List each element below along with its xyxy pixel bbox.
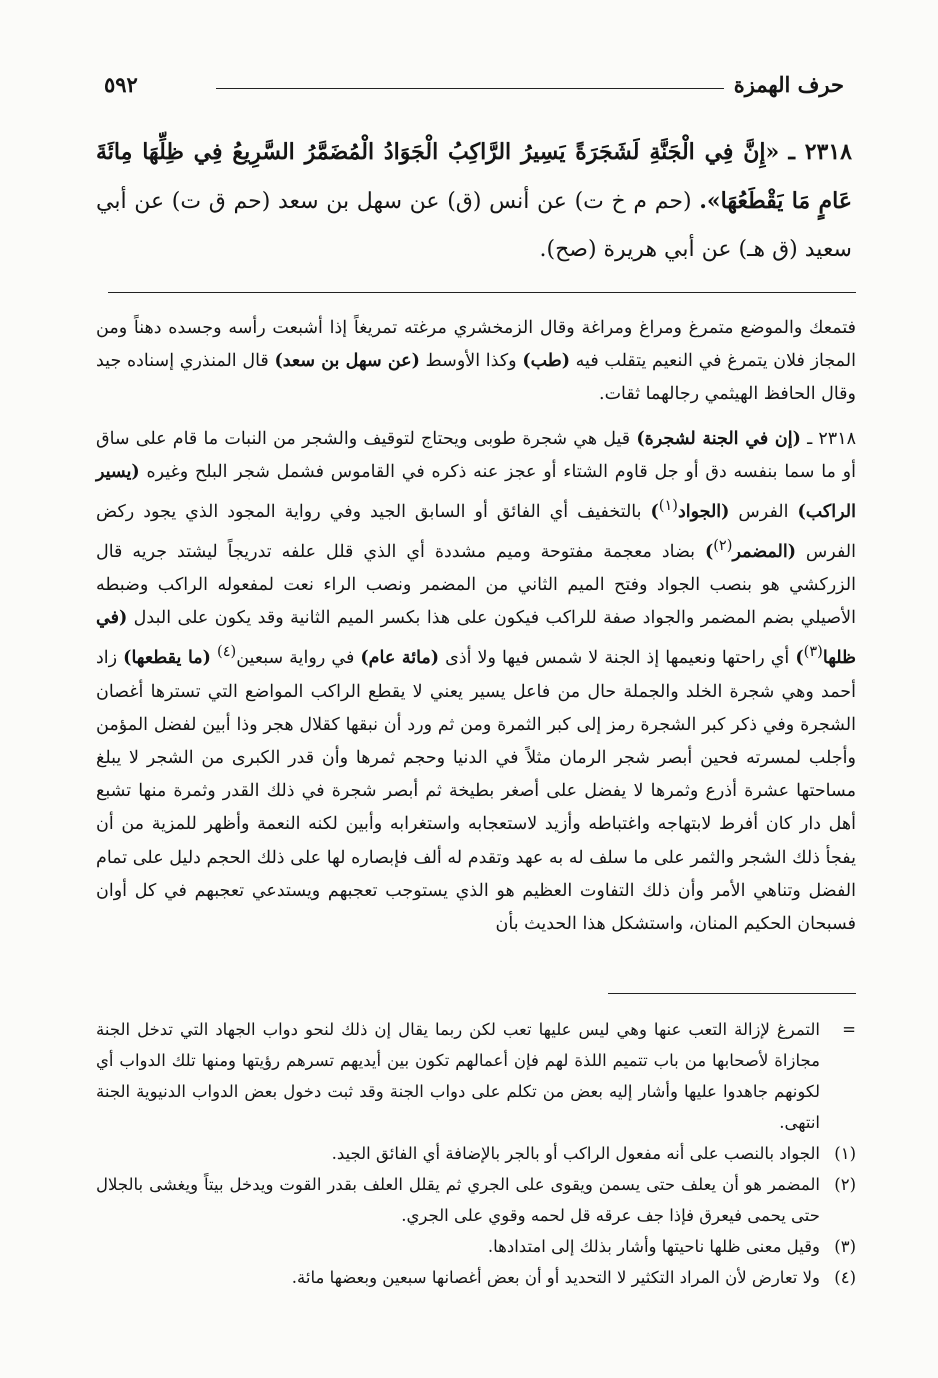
commentary-text: فتمعك والموضع متمرغ ومراغ ومراغة وقال الزمخشري مرغته تمريغاً إذا أشبعت رأسه وجسده دهناً ومن المجاز فلان يتمرغ في النعيم يتقلب فيه [96, 318, 856, 372]
footnote-text: الجواد بالنصب على أنه مفعول الراكب أو بالجر بالإضافة أي الفائق الجيد. [331, 1144, 820, 1163]
footnotes-block [96, 1014, 856, 1293]
footnote-1 [96, 1138, 856, 1169]
footnote-ref[interactable]: (١) [658, 497, 678, 515]
commentary-text: في رواية سبعين [236, 648, 361, 669]
footnote-separator [608, 993, 856, 994]
footnote-3 [96, 1231, 856, 1262]
hadith-sources: (حم م خ ت) عن أنس (ق) عن سهل بن سعد (حم ق ت) عن أبي سعيد (ق هـ) عن أبي هريرة (صح). [96, 189, 852, 262]
commentary-text: زاد أحمد وهي شجرة الخلد والجملة حال من فاعل يسير يعني لا يقطع الراكب المواضع التي تسترها أغصان الشجرة وفي ذكر كبر الشجرة رمز إلى كبر الثمرة ومن ثم ورد أن نبقها كقلال هجر وذا أبين لفضل المؤمن وأجلب لمسرته فحين أبصر شجر الرمان مثلاً في الدنيا وحجم ثمرها وأن قدر الكبرى من الشجر لا يبلغ مساحتها عشرة أذرع وثمرها لا يفضل على أصغر بطيخة ثم أبصر شجرة في ذلك القدر وثمرة منها تشبع أهل دار كان أفرط لابتهاجه واغتباطه وأزيد لاستعجابه واستغرابه وأبين لكنه النعمة وأظهر للمزية من أن يفجأ ذلك الشجر والثمر على ما سلف له به عهد وتقدم له ألف فإبصاره لها على ذلك الحجم دليل على تمام الفضل وتناهي الأمر وأن ذلك التفاوت العظيم هو الذي يستوجب تعجبهم ويستدعي تعجبهم في كل أوان فسبحان الحكيم المنان، واستشكل هذا الحديث بأن [96, 648, 856, 934]
footnote-ref[interactable]: (٣) [803, 643, 823, 661]
keyword: (ما يقطعها) [123, 648, 211, 669]
chapter-title: حرف الهمزة [733, 72, 844, 97]
footnote-mark: (٤) [834, 1268, 856, 1287]
hadith-text-block [96, 128, 852, 274]
footnote-continuation [96, 1014, 856, 1138]
footnote-2 [96, 1169, 856, 1231]
footnote-mark: (٢) [834, 1175, 856, 1194]
page-number: ٥٩٢ [104, 72, 138, 97]
keyword: (المضمر [732, 541, 796, 562]
section-separator [108, 292, 856, 293]
footnote-text: وقيل معنى ظلها ناحيتها وأشار بذلك إلى امتدادها. [487, 1237, 820, 1256]
source-tag: (طب) [522, 351, 570, 372]
footnote-text: المضمر هو أن يعلف حتى يسمن ويقوى على الجري ثم يقلل العلف بقدر القوت ويدخل بيتاً ويغشى بالجلال حتى يحمى فيعرق فإذا جف عرقه قل لحمه وقوي على الجري. [96, 1175, 820, 1225]
keyword: (الجواد [677, 501, 730, 522]
hadith-number: ٢٣١٨ ـ [788, 139, 852, 165]
source-tag: (عن سهل بن سعد) [274, 351, 420, 372]
footnote-text: ولا تعارض لأن المراد التكثير لا التحديد أو أن بعض أغصانها سبعين وبعضها مائة. [291, 1268, 820, 1287]
keyword: (مائة عام) [360, 648, 440, 669]
footnote-mark: (١) [834, 1144, 856, 1163]
commentary-paragraph-1 [96, 312, 856, 412]
commentary-text: بالتخفيف أي الفائق أو السابق الجيد وفي رواية المجود الذي يجود ركض الفرس [96, 501, 856, 562]
page-header [104, 66, 844, 106]
commentary-text: قال المنذري إسناده جيد وقال الحافظ الهيثمي رجالهما ثقات. [96, 351, 856, 405]
commentary-hadith-number: ٢٣١٨ ـ [800, 428, 856, 449]
commentary-text: أي راحتها ونعيمها إذ الجنة لا شمس فيها ولا أذى [439, 648, 796, 669]
keyword: (إن في الجنة لشجرة) [636, 428, 801, 449]
commentary-text: بضاد معجمة مفتوحة وميم مشددة أي الذي قلل علفه تدريجاً ليشتد جريه قال الزركشي هو بنصب الجواد وفتح الميم الثاني من المضمر ونصب الراء نعت لمفعوله الراكب وضبطه الأصيلي بضم المضمر والجواد صفة للراكب فيكون على هذا بكسر الميم الثانية وقد يكون على البدل [96, 541, 856, 629]
footnote-4 [96, 1262, 856, 1293]
keyword: (يسير الراكب) [96, 461, 856, 522]
commentary-text: قيل هي شجرة طوبى ويحتاج لتوقيف والشجر من النبات ما قام على ساق أو ما سما بنفسه دق أو جل قاوم الشتاء أو عجز عنه ذكره في القاموس فشمل شجر البلح وغيره [96, 428, 856, 482]
keyword: ) [704, 541, 714, 562]
keyword: ) [650, 501, 659, 522]
footnote-ref[interactable]: (٢) [713, 537, 733, 555]
keyword: (في ظلها [96, 608, 856, 669]
hadith-text: «إِنَّ فِي الْجَنَّةِ لَشَجَرَةً يَسِيرُ الرَّاكِبُ الْجَوَادُ الْمُضَمَّرُ السَّرِيعُ فِي ظِلِّهَا مِائَةَ عَامٍ مَا يَقْطَعُهَا». [96, 139, 852, 214]
keyword: ) [795, 648, 804, 669]
footnote-text: التمرغ لإزالة التعب عنها وهي ليس عليها تعب لكن ربما يقال إن ذلك لنحو دواب الجهاد التي تدخل الجنة مجازاة لأصحابها من باب تتميم اللذة لهم فإن أعمالهم تكون بين أيديهم تسرهم رؤيتها ومنها تلك الدواب أي لكونهم جاهدوا عليها وأشار إليه بعض من تكلم على دواب الجنة وقد ثبت دخول بعض الدواب الدنيوية الجنة انتهى. [96, 1020, 820, 1132]
footnote-mark: = [842, 1020, 856, 1039]
commentary-text: وكذا الأوسط [419, 351, 523, 372]
commentary-paragraph-2 [96, 423, 856, 942]
header-rule [216, 88, 724, 89]
commentary-text: الفرس [729, 501, 798, 522]
footnote-mark: (٣) [834, 1237, 856, 1256]
footnote-ref[interactable]: (٤) [217, 643, 237, 661]
commentary-block [96, 312, 856, 941]
